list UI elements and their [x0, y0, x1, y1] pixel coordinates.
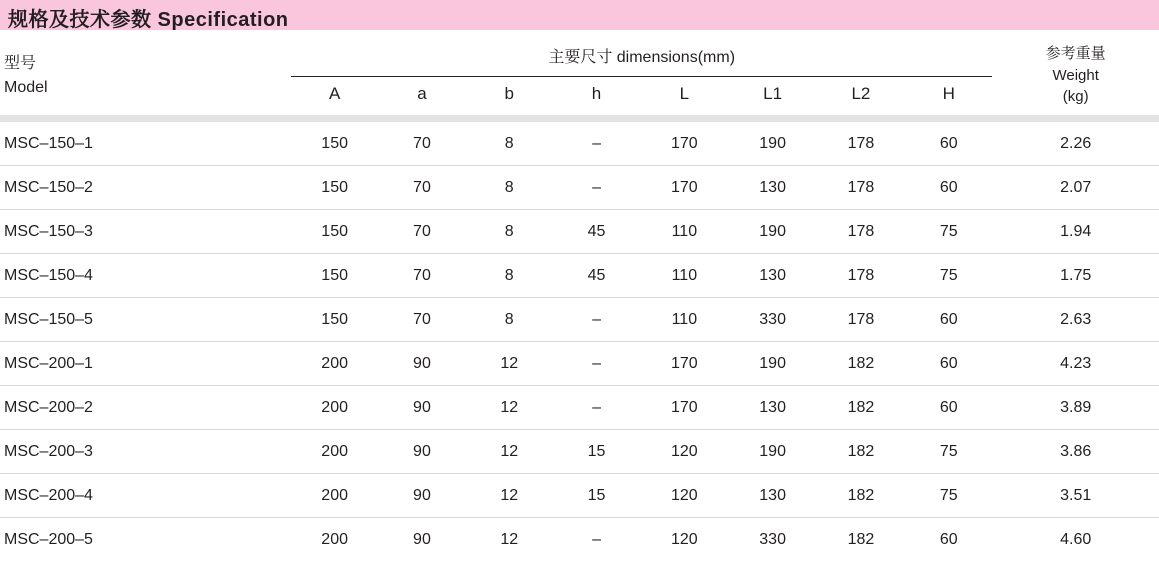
cell-L: 120 — [640, 430, 728, 474]
cell-L: 110 — [640, 254, 728, 298]
column-header-h: h — [553, 77, 640, 116]
cell-h: 15 — [553, 474, 640, 518]
cell-L1: 130 — [728, 166, 816, 210]
weight-header-en: Weight — [992, 65, 1159, 87]
cell-weight: 2.07 — [992, 166, 1159, 210]
cell-a: 90 — [378, 430, 465, 474]
cell-L2: 178 — [817, 122, 905, 166]
cell-h: – — [553, 342, 640, 386]
table-row — [0, 122, 1159, 166]
cell-L1: 130 — [728, 474, 816, 518]
header-rule-row — [0, 115, 1159, 122]
cell-h: – — [553, 386, 640, 430]
table-row — [0, 474, 1159, 518]
cell-weight: 1.75 — [992, 254, 1159, 298]
cell-L2: 182 — [817, 342, 905, 386]
cell-A: 150 — [291, 122, 378, 166]
cell-H: 75 — [905, 254, 992, 298]
column-header-L2: L2 — [817, 77, 905, 116]
cell-b: 8 — [466, 122, 553, 166]
column-header-L1: L1 — [728, 77, 816, 116]
table-row — [0, 342, 1159, 386]
cell-a: 90 — [378, 342, 465, 386]
cell-a: 90 — [378, 474, 465, 518]
cell-H: 60 — [905, 298, 992, 342]
cell-H: 75 — [905, 430, 992, 474]
cell-b: 12 — [466, 430, 553, 474]
cell-h: 45 — [553, 254, 640, 298]
cell-A: 150 — [291, 254, 378, 298]
table-row — [0, 210, 1159, 254]
cell-weight: 2.63 — [992, 298, 1159, 342]
table-row — [0, 298, 1159, 342]
cell-weight: 2.26 — [992, 122, 1159, 166]
cell-model: MSC–200–5 — [0, 518, 291, 561]
cell-a: 70 — [378, 122, 465, 166]
cell-H: 60 — [905, 166, 992, 210]
cell-H: 60 — [905, 386, 992, 430]
cell-a: 90 — [378, 518, 465, 561]
cell-A: 150 — [291, 166, 378, 210]
specification-table — [0, 36, 1159, 561]
cell-h: – — [553, 518, 640, 561]
table-row — [0, 166, 1159, 210]
cell-h: – — [553, 166, 640, 210]
cell-h: – — [553, 298, 640, 342]
model-header-cn: 型号 — [4, 52, 291, 75]
cell-a: 90 — [378, 386, 465, 430]
header-rule — [0, 115, 1159, 122]
cell-weight: 1.94 — [992, 210, 1159, 254]
cell-H: 60 — [905, 122, 992, 166]
cell-A: 200 — [291, 386, 378, 430]
cell-L1: 190 — [728, 342, 816, 386]
cell-model: MSC–200–4 — [0, 474, 291, 518]
cell-L: 110 — [640, 210, 728, 254]
cell-L2: 178 — [817, 254, 905, 298]
cell-L: 120 — [640, 518, 728, 561]
cell-H: 60 — [905, 518, 992, 561]
cell-L1: 130 — [728, 386, 816, 430]
column-header-L: L — [640, 77, 728, 116]
cell-model: MSC–150–5 — [0, 298, 291, 342]
cell-A: 150 — [291, 210, 378, 254]
cell-a: 70 — [378, 254, 465, 298]
cell-a: 70 — [378, 210, 465, 254]
weight-header-cn: 参考重量 — [992, 43, 1159, 65]
model-header — [0, 36, 291, 115]
table-body — [0, 122, 1159, 561]
cell-L2: 182 — [817, 474, 905, 518]
cell-weight: 3.86 — [992, 430, 1159, 474]
column-header-a: a — [378, 77, 465, 116]
cell-weight: 4.60 — [992, 518, 1159, 561]
cell-b: 12 — [466, 386, 553, 430]
cell-L1: 190 — [728, 430, 816, 474]
cell-L2: 182 — [817, 518, 905, 561]
cell-a: 70 — [378, 298, 465, 342]
table-row — [0, 518, 1159, 561]
cell-weight: 3.89 — [992, 386, 1159, 430]
table-header-group-row — [0, 36, 1159, 77]
cell-model: MSC–200–2 — [0, 386, 291, 430]
cell-a: 70 — [378, 166, 465, 210]
cell-model: MSC–200–1 — [0, 342, 291, 386]
cell-b: 12 — [466, 518, 553, 561]
weight-header — [992, 36, 1159, 115]
cell-h: – — [553, 122, 640, 166]
cell-b: 8 — [466, 166, 553, 210]
column-header-A: A — [291, 77, 378, 116]
cell-L1: 330 — [728, 298, 816, 342]
cell-A: 200 — [291, 518, 378, 561]
section-banner — [0, 0, 1159, 30]
cell-model: MSC–150–3 — [0, 210, 291, 254]
cell-L2: 178 — [817, 210, 905, 254]
cell-L: 170 — [640, 166, 728, 210]
cell-L1: 190 — [728, 210, 816, 254]
cell-model: MSC–150–4 — [0, 254, 291, 298]
column-header-b: b — [466, 77, 553, 116]
cell-b: 8 — [466, 254, 553, 298]
cell-L2: 182 — [817, 386, 905, 430]
cell-L1: 330 — [728, 518, 816, 561]
cell-H: 75 — [905, 474, 992, 518]
cell-L2: 178 — [817, 166, 905, 210]
table-row — [0, 254, 1159, 298]
cell-L: 110 — [640, 298, 728, 342]
cell-h: 45 — [553, 210, 640, 254]
cell-b: 12 — [466, 474, 553, 518]
column-header-H: H — [905, 77, 992, 116]
dimensions-group-header: 主要尺寸 dimensions(mm) — [291, 36, 992, 77]
table-row — [0, 386, 1159, 430]
cell-A: 200 — [291, 430, 378, 474]
table-row — [0, 430, 1159, 474]
cell-b: 8 — [466, 210, 553, 254]
cell-L: 170 — [640, 386, 728, 430]
cell-A: 200 — [291, 474, 378, 518]
page-title: 规格及技术参数 Specification — [8, 3, 289, 32]
cell-L: 170 — [640, 342, 728, 386]
cell-weight: 3.51 — [992, 474, 1159, 518]
cell-L2: 178 — [817, 298, 905, 342]
cell-weight: 4.23 — [992, 342, 1159, 386]
cell-L: 170 — [640, 122, 728, 166]
cell-model: MSC–150–1 — [0, 122, 291, 166]
cell-A: 150 — [291, 298, 378, 342]
model-header-en: Model — [4, 76, 291, 99]
cell-model: MSC–150–2 — [0, 166, 291, 210]
cell-h: 15 — [553, 430, 640, 474]
weight-header-unit: (kg) — [992, 86, 1159, 108]
cell-b: 8 — [466, 298, 553, 342]
cell-H: 60 — [905, 342, 992, 386]
cell-L1: 190 — [728, 122, 816, 166]
cell-L1: 130 — [728, 254, 816, 298]
cell-A: 200 — [291, 342, 378, 386]
cell-L: 120 — [640, 474, 728, 518]
cell-model: MSC–200–3 — [0, 430, 291, 474]
cell-H: 75 — [905, 210, 992, 254]
cell-b: 12 — [466, 342, 553, 386]
cell-L2: 182 — [817, 430, 905, 474]
